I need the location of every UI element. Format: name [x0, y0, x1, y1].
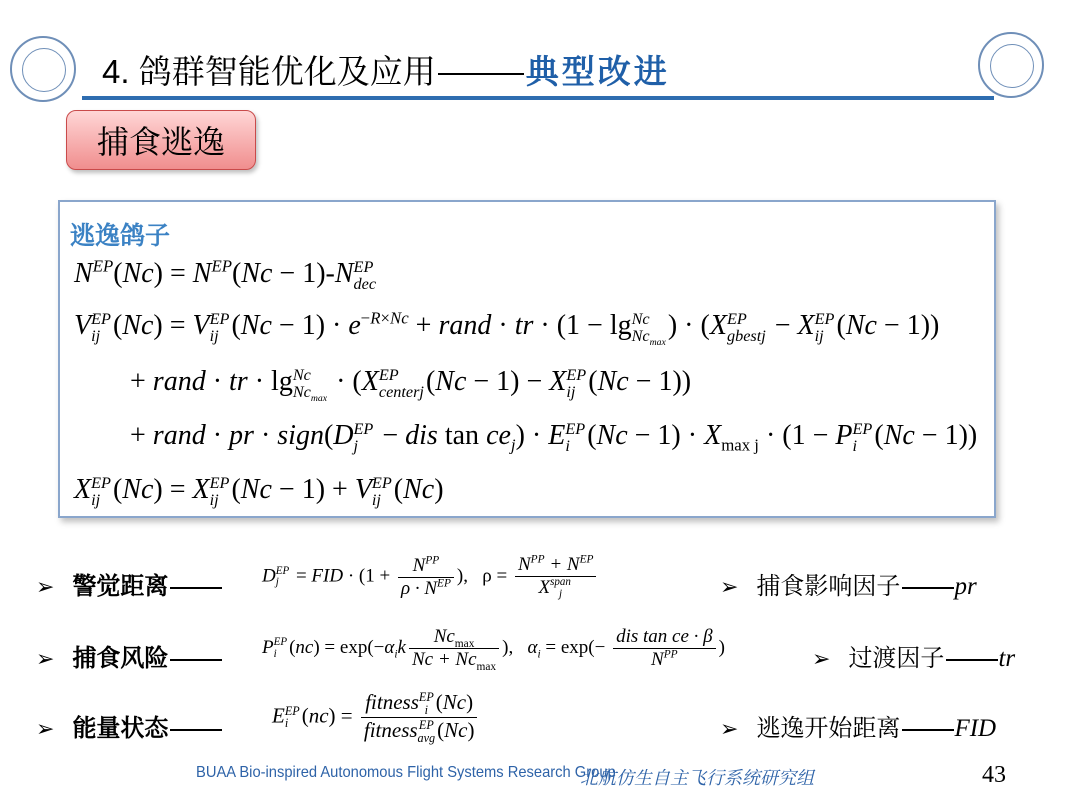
bullet-energy-state: [36, 708, 222, 743]
bullet-arrow-icon: ➢: [36, 574, 55, 599]
footer-english: BUAA Bio-inspired Autonomous Flight Systems Research Group: [196, 764, 616, 781]
dash: [170, 729, 222, 731]
formula-predation-risk: P EP i $(nc) = \exp(-\alpha_ik$ $\frac{Nc_{max}}{Nc + Nc_{max}}$ ), $\alpha_i = \exp(-$ $\frac{\text{dis tan ce · β}}{N^{PP}}$ ): [262, 626, 725, 673]
equation-velocity-line2: + rand · tr · lg Nc $Nc_{max}$ · (X EP centerj (Nc − 1) − X EP ij (Nc − 1)): [130, 365, 692, 404]
bullet-tr: [812, 638, 1015, 673]
equation-position: X EP ij (Nc) = X EP ij (Nc − 1) + V EP ij (Nc): [74, 473, 444, 509]
title-main: 4. 鸽群智能优化及应用: [102, 53, 436, 90]
university-seal-logo: [978, 32, 1044, 98]
bullet-fid: [720, 708, 996, 743]
bullet-arrow-icon: ➢: [812, 646, 831, 671]
dash: [170, 659, 222, 661]
title-dash: [438, 73, 524, 75]
bullet-symbol: tr: [998, 645, 1016, 672]
footer-chinese: 北航仿生自主飞行系统研究组: [580, 768, 814, 788]
lab-logo: [10, 36, 76, 102]
dash: [902, 729, 954, 731]
bullet-label: 捕食影响因子: [756, 573, 901, 600]
slide-title: [102, 46, 670, 93]
equation-velocity-line1: V EP ij (Nc) = V EP ij $(Nc - 1) \cdot e^{-R\times Nc}$ + rand · tr · (1 − lg Nc $Nc_{max}$ ) · (X EP gbestj − X EP ij (Nc − 1)): [74, 308, 940, 348]
equation-n-ep: $N^{EP}(Nc) = N^{EP}(Nc - 1)-N$ EP dec: [74, 256, 377, 293]
bullet-arrow-icon: ➢: [36, 716, 55, 741]
bullet-label: 能量状态: [72, 715, 169, 742]
equation-velocity-line3: + rand · pr · sign(D EP j − dis $\tan ce_j) \cdot E$ EP i $(Nc - 1) \cdot X_{max j} \cdot (1 - P$ EP i (Nc − 1)): [130, 419, 978, 455]
bullet-arrow-icon: ➢: [36, 646, 55, 671]
bullet-label: 逃逸开始距离: [756, 715, 901, 742]
bullet-alert-distance: [36, 566, 222, 601]
formula-alert-distance: D EP j = FID · (1 + $\frac{N^{PP}}{\rho \cdot N^{EP}}$ ), ρ = $N^{PP} + N^{EP}$ X span j: [262, 554, 599, 600]
bullet-pr: [720, 566, 977, 601]
page-number: 43: [982, 762, 1006, 788]
equation-box: [58, 200, 996, 518]
bullet-arrow-icon: ➢: [720, 716, 739, 741]
bullet-label: 过渡因子: [848, 645, 945, 672]
section-tag: 捕食逃逸: [66, 110, 256, 170]
title-rule: [82, 96, 994, 100]
dash: [946, 659, 998, 661]
equation-box-title: 逃逸鸽子: [70, 222, 171, 250]
bullet-label: 警觉距离: [72, 573, 169, 600]
bullet-label: 捕食风险: [72, 645, 169, 672]
bullet-symbol: pr: [954, 573, 977, 600]
bullet-predation-risk: [36, 638, 222, 673]
title-sub: 典型改进: [525, 53, 670, 90]
formula-energy-state: E EP i (nc) = fitness EP i (Nc) fitness EP avg (Nc): [272, 690, 480, 745]
bullet-symbol: FID: [954, 715, 997, 742]
bullet-arrow-icon: ➢: [720, 574, 739, 599]
dash: [902, 587, 954, 589]
dash: [170, 587, 222, 589]
